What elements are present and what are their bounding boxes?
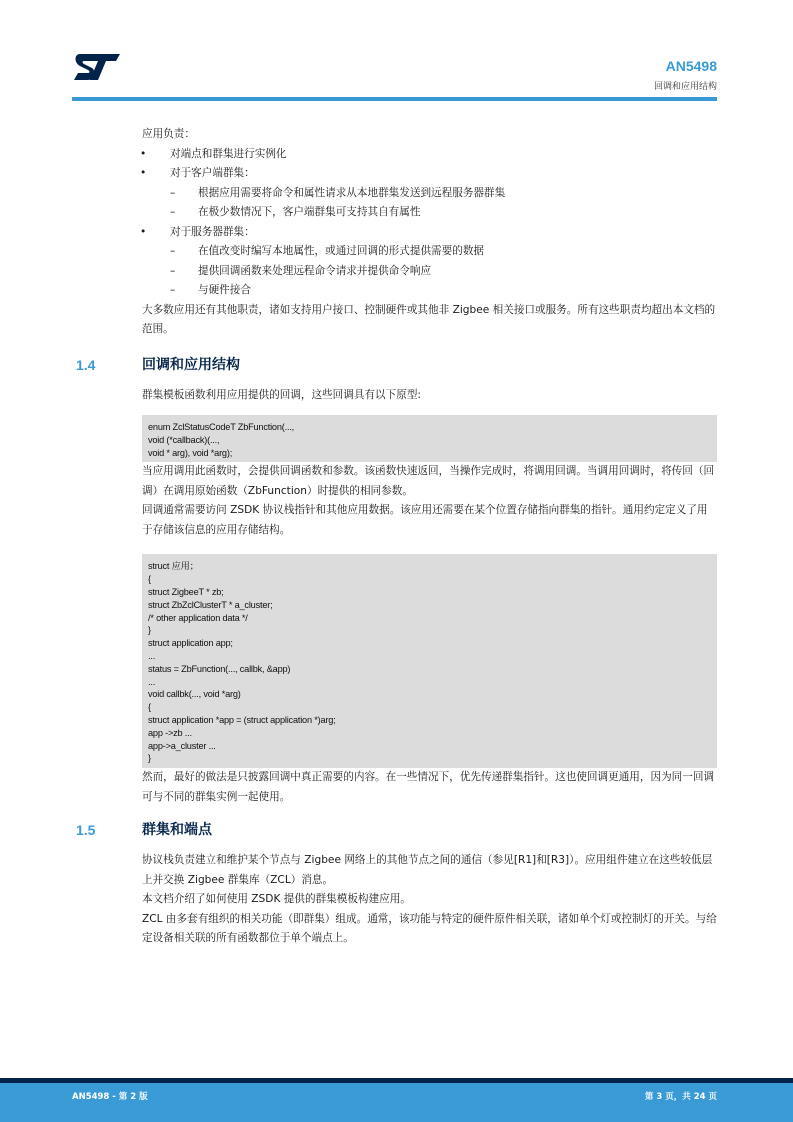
code-line: app->a_cluster ...: [148, 740, 216, 751]
dash-icon: –: [170, 206, 176, 218]
code-line: void * arg), void *arg);: [148, 447, 233, 458]
sub-list-item: – 提供回调函数来处理远程命令请求并提供命令响应: [170, 262, 717, 282]
intro-paragraph: 大多数应用还有其他职责，诸如支持用户接口、控制硬件或其他非 Zigbee 相关接口或服务。所有这些职责均超出本文档的范围。: [142, 303, 716, 335]
section-number: 1.4: [76, 356, 96, 373]
code-line: struct 应用；: [148, 561, 199, 572]
code-line: void callbk(..., void *arg): [148, 689, 241, 700]
paragraph: 群集模板函数利用应用提供的回调，这些回调具有以下原型:: [142, 388, 422, 401]
dash-icon: –: [170, 264, 176, 277]
footer-page-number: 第 3 页，共 24 页: [644, 1092, 717, 1102]
section-title: 群集和端点: [142, 822, 212, 839]
dash-icon: –: [170, 245, 176, 257]
page-content: [76, 125, 717, 949]
code-block-prototype: [142, 415, 717, 462]
sub-list-item: – 与硬件接合: [170, 281, 717, 301]
list-item: • 对于服务器群集： – 在值改变时编写本地属性，或通过回调的形式提供需要的数据 – 提供回调函数来处理远程命令请求并提供命令响应 – 与硬件接合: [142, 223, 717, 301]
header-rule: [72, 97, 717, 101]
list-item: • 对于客户端群集： – 根据应用需要将命令和属性请求从本地群集发送到远程服务器群集 – 在极少数情况下，客户端群集可支持其自有属性: [142, 164, 717, 223]
paragraph: 协议栈负责建立和维护某个节点与 Zigbee 网络上的其他节点之间的通信（参见[R1]和[R3]）。应用组件建立在这些较低层上并交换 Zigbee 群集库（ZCL）消息。: [142, 854, 713, 886]
bullet-icon: •: [140, 225, 147, 238]
section-heading-1-4: [76, 356, 717, 386]
bullet-icon: •: [140, 147, 147, 160]
paragraph: 回调通常需要访问 ZSDK 协议栈指针和其他应用数据。该应用还需要在某个位置存储指向群集的指针。通用约定定义了用于存储该信息的应用存储结构。: [142, 504, 708, 536]
code-line: }: [148, 625, 151, 636]
code-line: enum ZclStatusCodeT ZbFunction(...,: [148, 422, 295, 432]
section-number: 1.5: [76, 822, 96, 839]
st-logo: [72, 52, 122, 82]
code-line: status = ZbFunction(..., callbk, &app): [148, 663, 291, 674]
footer-revision: AN5498 - 第 2 版: [72, 1092, 148, 1102]
code-line: struct application *app = (struct application *)arg;: [148, 714, 336, 725]
sub-list-item: – 在极少数情况下，客户端群集可支持其自有属性: [170, 203, 717, 223]
list-item: • 对端点和群集进行实例化: [142, 145, 717, 165]
paragraph: 当应用调用此函数时，会提供回调函数和参数。该函数快速返回，当操作完成时，将调用回调。当调用回调时，将传回（回调）在调用原始函数（ZbFunction）时提供的相同参数。: [142, 465, 715, 497]
dash-icon: –: [170, 284, 176, 296]
bullet-icon: •: [140, 167, 147, 179]
section-heading-1-5: [76, 821, 717, 851]
footer-rule: [0, 1078, 793, 1083]
code-line: struct ZbZclClusterT * a_cluster;: [148, 599, 273, 610]
paragraph: 本文档介绍了如何使用 ZSDK 提供的群集模板构建应用。: [142, 893, 411, 906]
code-line: app ->zb ...: [148, 727, 192, 738]
code-line: void (*callback)(...,: [148, 434, 220, 445]
paragraph: ZCL 由多套有组织的相关功能（即群集）组成。通常，该功能与特定的硬件原件相关联，诸如单个灯或控制灯的开关。与给定设备相关联的所有函数都位于单个端点上。: [142, 912, 717, 945]
code-line: struct application app;: [148, 638, 233, 649]
code-line: }: [148, 753, 151, 764]
code-line: {: [148, 702, 151, 713]
code-line: struct ZigbeeT * zb;: [148, 586, 224, 597]
sub-list: [170, 184, 717, 223]
sub-list-item: – 根据应用需要将命令和属性请求从本地群集发送到远程服务器群集: [170, 184, 717, 204]
code-line: ...: [148, 676, 156, 687]
dash-icon: –: [170, 186, 176, 199]
section-title: 回调和应用结构: [142, 356, 240, 373]
code-line: /* other application data */: [148, 612, 248, 623]
sub-list: [170, 242, 717, 301]
document-id: AN5498: [665, 58, 717, 74]
paragraph: 然而，最好的做法是只披露回调中真正需要的内容。在一些情况下，优先传递群集指针。这也使回调更通用，因为同一回调可与不同的群集实例一起使用。: [142, 771, 715, 803]
code-block-structure: [142, 554, 717, 768]
sub-list-item: – 在值改变时编写本地属性，或通过回调的形式提供需要的数据: [170, 242, 717, 262]
header-subtitle: 回调和应用结构: [653, 82, 717, 92]
intro-lead: 应用负责：: [142, 128, 195, 140]
code-line: ...: [148, 650, 156, 661]
code-line: {: [148, 574, 151, 585]
responsibility-list: [142, 145, 717, 301]
